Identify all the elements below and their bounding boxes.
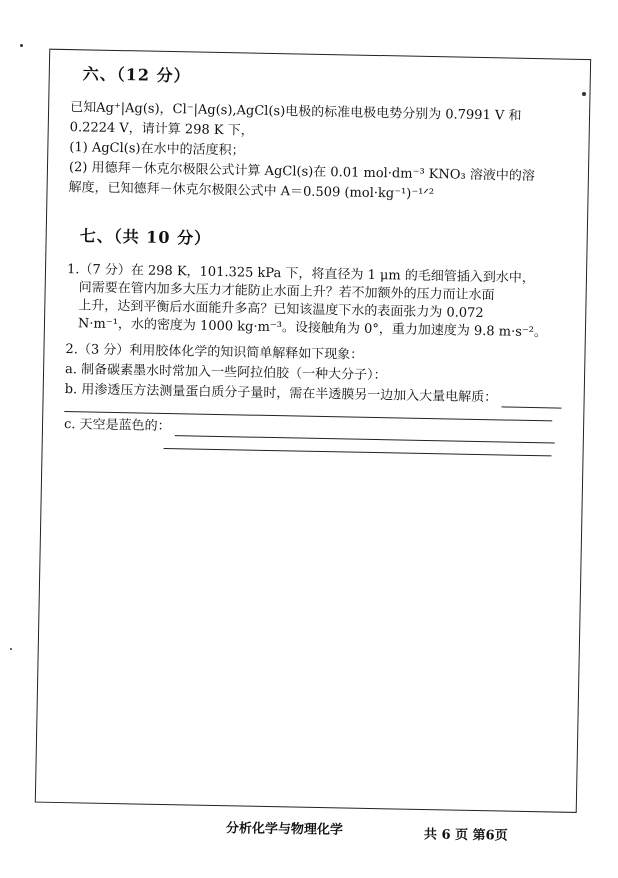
section-6-line-2: 0.2224 V，请计算 298 K 下， bbox=[69, 120, 254, 139]
question-1-line-4: N·m⁻¹，水的密度为 1000 kg·m⁻³。设接触角为 0°，重力加速度为 9.8 m·s⁻²。 bbox=[77, 316, 548, 341]
section-6-line-1: 已知Ag⁺|Ag(s)，Cl⁻|Ag(s),AgCl(s)电极的标准电极电势分别为 0.7991 V 和 bbox=[69, 100, 522, 124]
question-2a-text: a. 制备碳素墨水时常加入一些阿拉伯胶（一种大分子）： bbox=[64, 362, 387, 384]
section-6-title: 六、（12 分） bbox=[82, 64, 191, 86]
question-2-line: 2.（3 分）利用胶体化学的知识简单解释如下现象： bbox=[65, 342, 364, 363]
scan-speck bbox=[582, 92, 586, 96]
footer-course-name: 分析化学与物理化学 bbox=[225, 821, 344, 838]
section-6-item-1: (1) AgCl(s)在水中的活度积； bbox=[69, 140, 245, 159]
section-6-item-2a: (2) 用德拜－休克尔极限公式计算 AgCl(s)在 0.01 mol·dm⁻³ KNO₃ 溶液中的溶 bbox=[68, 160, 535, 185]
answer-blank-b[interactable] bbox=[501, 394, 561, 408]
question-2b-text: b. 用渗透压方法测量蛋白质分子量时，需在半透膜另一边加入大量电解质： bbox=[64, 382, 498, 406]
scan-speck bbox=[20, 44, 23, 47]
question-1-line-3: 上升，达到平衡后水面能升多高？已知该温度下水的表面张力为 0.072 bbox=[78, 298, 484, 322]
page-content bbox=[64, 59, 579, 461]
question-2c-text: c. 天空是蓝色的： bbox=[63, 417, 171, 435]
scan-speck bbox=[10, 648, 12, 650]
section-7-title: 七、（共 10 分） bbox=[79, 226, 212, 248]
exam-page bbox=[0, 10, 612, 821]
question-1-line-1: 1.（7 分）在 298 K，101.325 kPa 下，将直径为 1 μm 的毛细管插入到水中， bbox=[66, 262, 535, 287]
question-1-line-2: 问需要在管内加多大压力才能防止水面上升？若不加额外的压力而让水面 bbox=[78, 280, 495, 304]
section-6-item-2b: 解度，已知德拜－休克尔极限公式中 A＝0.509 (mol·kg⁻¹)⁻¹ᐟ² bbox=[68, 180, 435, 203]
footer-page-number: 共 6 页 第6页 bbox=[423, 827, 508, 844]
